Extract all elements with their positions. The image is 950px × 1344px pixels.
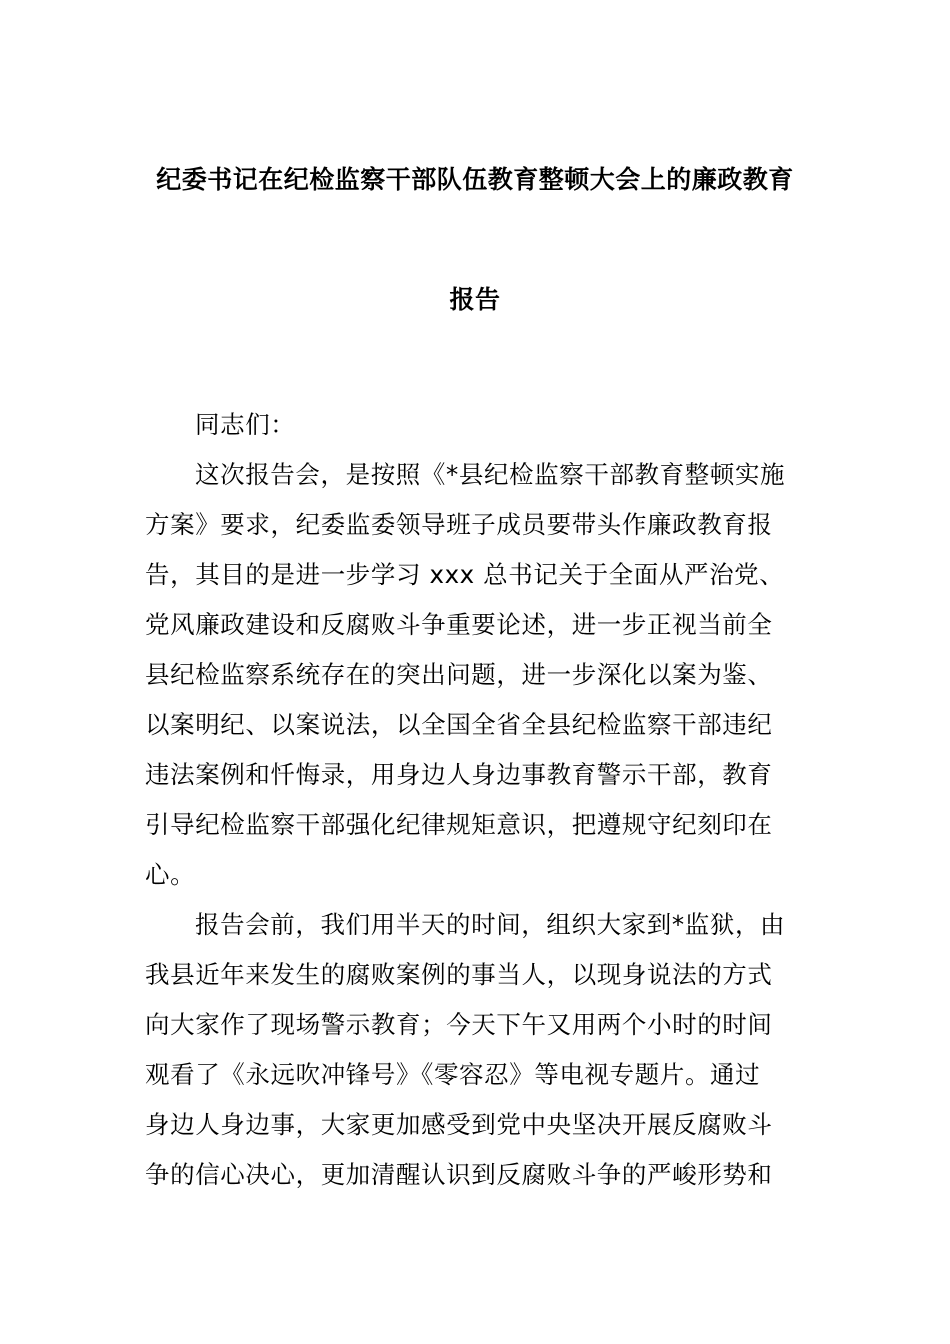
paragraph-2-line: 我县近年来发生的腐败案例的事当人，以现身说法的方式 — [145, 960, 773, 989]
document-body — [145, 400, 810, 1200]
paragraph-2-line: 身边人身边事，大家更加感受到党中央坚决开展反腐败斗 — [145, 1110, 773, 1139]
paragraph-1-line: 党风廉政建设和反腐败斗争重要论述，进一步正视当前全 — [145, 610, 773, 639]
paragraph-1-line: 引导纪检监察干部强化纪律规矩意识，把遵规守纪刻印在 — [145, 810, 773, 839]
paragraph-1-line: 告，其目的是进一步学习 xxx 总书记关于全面从严治党、 — [145, 560, 785, 589]
document-title-line-2: 报告 — [449, 285, 501, 314]
paragraph-1-line: 以案明纪、以案说法，以全国全省全县纪检监察干部违纪 — [145, 710, 773, 739]
paragraph-2-line: 观看了《永远吹冲锋号》《零容忍》等电视专题片。通过 — [145, 1060, 761, 1089]
paragraph-1 — [145, 450, 810, 900]
paragraph-2-line: 争的信心决心，更加清醒认识到反腐败斗争的严峻形势和 — [145, 1160, 773, 1189]
paragraph-1-line: 县纪检监察系统存在的突出问题，进一步深化以案为鉴、 — [145, 660, 773, 689]
paragraph-2 — [145, 900, 810, 1200]
paragraph-1-line: 方案》要求，纪委监委领导班子成员要带头作廉政教育报 — [145, 510, 773, 539]
paragraph-2-line: 报告会前，我们用半天的时间，组织大家到*监狱，由 — [195, 910, 786, 939]
greeting: 同志们： — [195, 410, 296, 439]
paragraph-1-line: 心。 — [145, 860, 196, 889]
paragraph-2-line: 向大家作了现场警示教育；今天下午又用两个小时的时间 — [145, 1010, 773, 1039]
paragraph-1-line: 违法案例和忏悔录，用身边人身边事教育警示干部，教育 — [145, 760, 773, 789]
document-title-line-1: 纪委书记在纪检监察干部队伍教育整顿大会上的廉政教育 — [156, 165, 794, 194]
paragraph-1-line: 这次报告会，是按照《*县纪检监察干部教育整顿实施 — [195, 460, 786, 489]
